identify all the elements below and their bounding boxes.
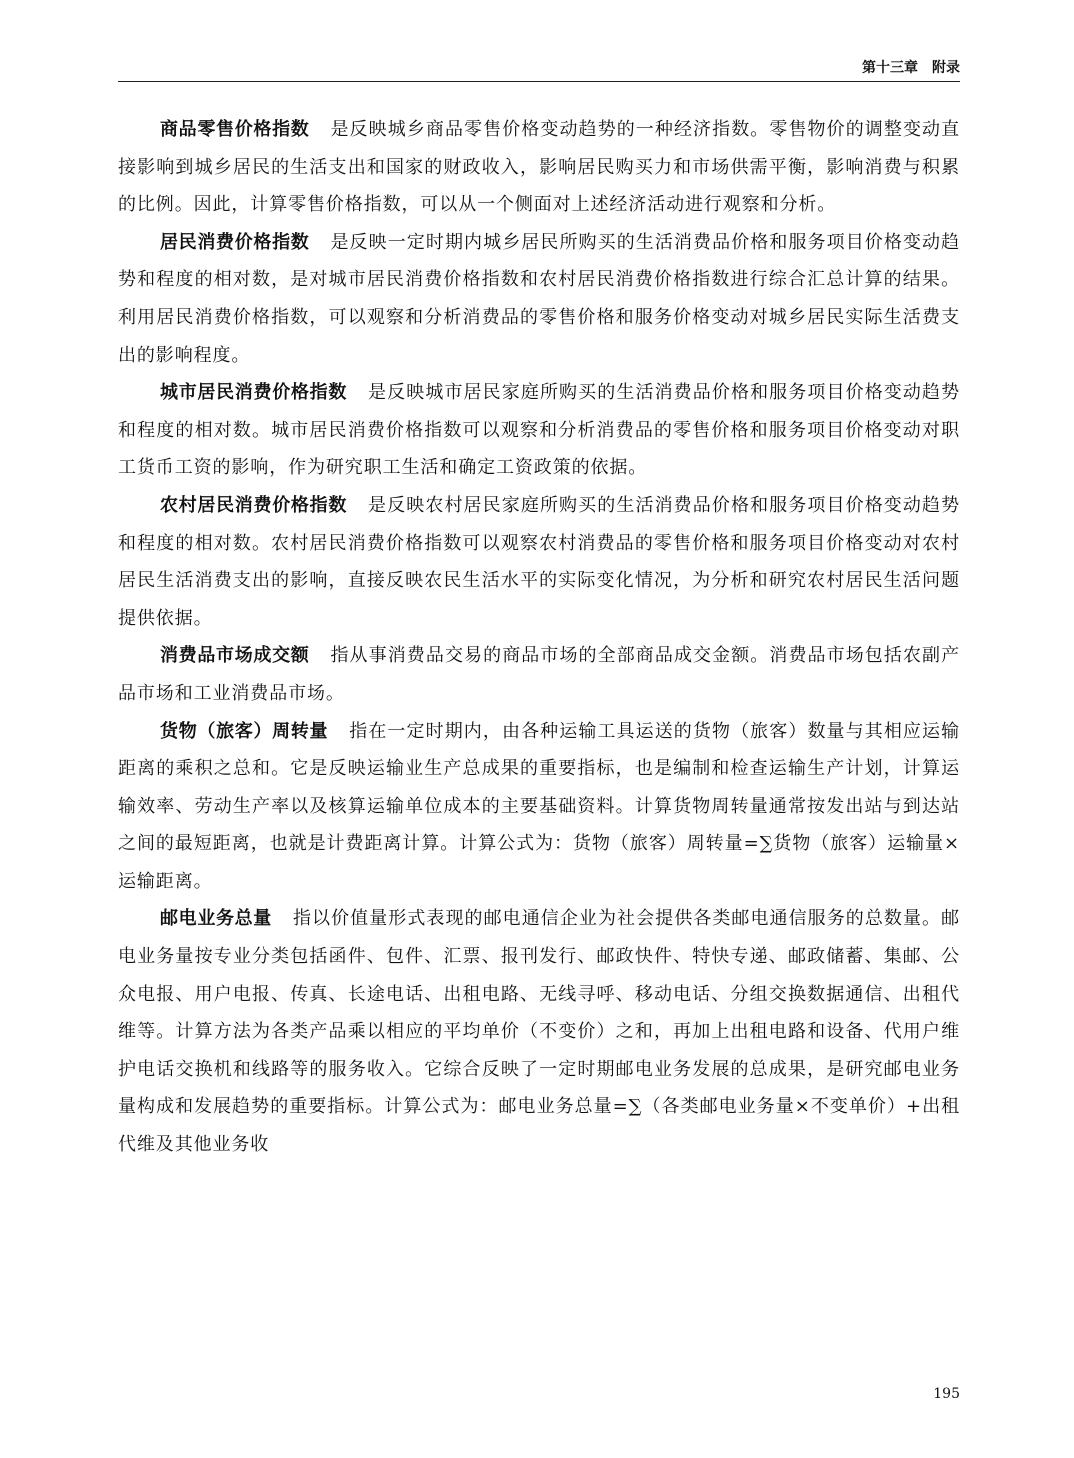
term-heading: 居民消费价格指数 (160, 231, 310, 253)
paragraph-retail-price-index (118, 111, 960, 224)
body-text (118, 111, 960, 1164)
term-heading: 商品零售价格指数 (160, 119, 310, 140)
paragraph-urban-cpi (118, 374, 960, 487)
paragraph-body: 是反映一定时期内城乡居民所购买的生活消费品价格和服务项目价格变动趋势和程度的相对数，是对城市居民消费价格指数和农村居民消费价格指数进行综合汇总计算的结果。利用居民消费价格指数，可以观察和分析消费品的零售价格和服务价格变动对城乡居民实际生活费支出的影响程度。 (118, 231, 961, 366)
paragraph-postal-telecom-volume (118, 900, 960, 1163)
term-heading: 消费品市场成交额 (160, 645, 310, 667)
paragraph-body: 指在一定时期内，由各种运输工具运送的货物（旅客）数量与其相应运输距离的乘积之总和。它是反映运输业生产总成果的重要指标，也是编制和检查运输生产计划，计算运输效率、劳动生产率以及核算运输单位成本的主要基础资料。计算货物周转量通常按发出站与到达站之间的最短距离，也就是计费距离计算。计算公式为：货物（旅客）周转量=∑货物（旅客）运输量×运输距离。 (118, 720, 961, 892)
paragraph-body: 指从事消费品交易的商品市场的全部商品成交金额。消费品市场包括农副产品市场和工业消费品市场。 (118, 645, 961, 704)
term-heading: 货物（旅客）周转量 (160, 720, 329, 742)
running-header: 第十三章 附录 (862, 60, 960, 76)
page-number: 195 (933, 1386, 960, 1402)
paragraph-cpi (118, 224, 960, 374)
term-heading: 邮电业务总量 (160, 908, 272, 930)
header-rule (118, 81, 960, 82)
term-heading: 城市居民消费价格指数 (160, 382, 348, 404)
paragraph-body: 是反映城市居民家庭所购买的生活消费品价格和服务项目价格变动趋势和程度的相对数。城市居民消费价格指数可以观察和分析消费品的零售价格和服务项目价格变动对职工货币工资的影响，作为研究职工生活和确定工资政策的依据。 (118, 382, 960, 479)
paragraph-freight-turnover (118, 713, 960, 901)
paragraph-consumer-market-turnover (118, 637, 960, 712)
paragraph-body: 指以价值量形式表现的邮电通信企业为社会提供各类邮电通信服务的总数量。邮电业务量按专业分类包括函件、包件、汇票、报刊发行、邮政快件、特快专递、邮政储蓄、集邮、公众电报、用户电报、传真、长途电话、出租电路、无线寻呼、移动电话、分组交换数据通信、出租代维等。计算方法为各类产品乘以相应的平均单价（不变价）之和，再加上出租电路和设备、代用户维护电话交换机和线路等的服务收入。它综合反映了一定时期邮电业务发展的总成果，是研究邮电业务量构成和发展趋势的重要指标。计算公式为：邮电业务总量=∑（各类邮电业务量×不变单价）+出租代维及其他业务收 (118, 908, 961, 1156)
term-heading: 农村居民消费价格指数 (160, 494, 348, 516)
paragraph-body: 是反映农村居民家庭所购买的生活消费品价格和服务项目价格变动趋势和程度的相对数。农村居民消费价格指数可以观察农村消费品的零售价格和服务项目价格变动对农村居民生活消费支出的影响，直接反映农民生活水平的实际变化情况，为分析和研究农村居民生活问题提供依据。 (118, 494, 960, 629)
paragraph-body: 是反映城乡商品零售价格变动趋势的一种经济指数。零售物价的调整变动直接影响到城乡居民的生活支出和国家的财政收入，影响居民购买力和市场供需平衡，影响消费与积累的比例。因此，计算零售价格指数，可以从一个侧面对上述经济活动进行观察和分析。 (118, 119, 961, 216)
paragraph-rural-cpi (118, 487, 960, 637)
